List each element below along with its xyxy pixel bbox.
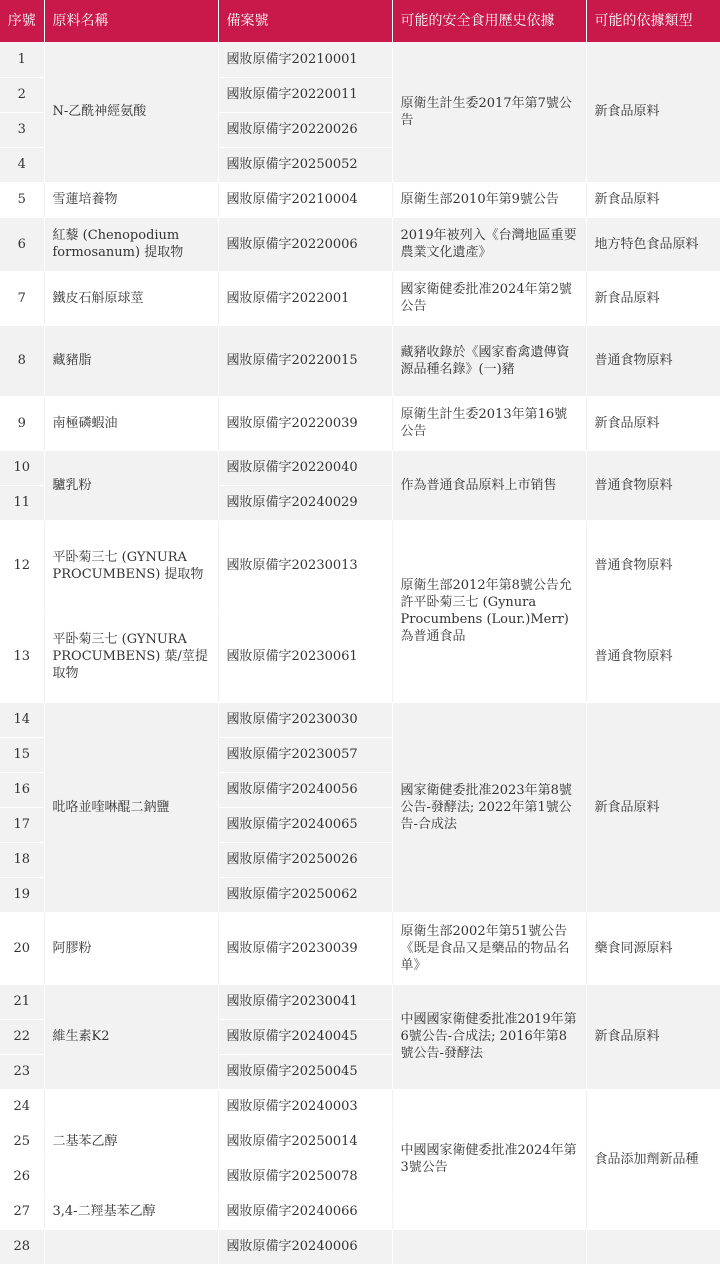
seq-cell: 24 — [0, 1089, 44, 1124]
seq-cell: 15 — [0, 737, 44, 772]
registration-cell: 國妝原備字20230039 — [218, 912, 392, 984]
registration-cell: 國妝原備字20250045 — [218, 1054, 392, 1089]
header-row — [0, 0, 720, 42]
registration-cell: 國妝原備字20230013 — [218, 520, 392, 611]
seq-cell: 5 — [0, 182, 44, 217]
registration-cell: 國妝原備字20220015 — [218, 325, 392, 396]
type-cell — [586, 1229, 720, 1264]
type-cell: 藥食同源原料 — [586, 912, 720, 984]
seq-cell: 25 — [0, 1124, 44, 1159]
registration-cell: 國妝原備字20240045 — [218, 1019, 392, 1054]
name-cell: N-乙酰神經氨酸 — [44, 42, 218, 182]
history-cell: 原衛生計生委2017年第7號公告 — [392, 42, 586, 182]
table-row — [0, 984, 720, 1019]
name-cell: 藏豬脂 — [44, 325, 218, 396]
table-row — [0, 702, 720, 737]
registration-cell: 國妝原備字20220039 — [218, 396, 392, 450]
type-cell: 新食品原料 — [586, 396, 720, 450]
type-cell: 普通食物原料 — [586, 325, 720, 396]
type-cell: 新食品原料 — [586, 984, 720, 1089]
seq-cell: 27 — [0, 1194, 44, 1229]
registration-cell: 國妝原備字20240056 — [218, 772, 392, 807]
registration-cell: 國妝原備字20250062 — [218, 877, 392, 912]
name-cell: 鐵皮石斛原球莖 — [44, 271, 218, 325]
seq-cell: 21 — [0, 984, 44, 1019]
registration-cell: 國妝原備字20210004 — [218, 182, 392, 217]
name-cell — [44, 1229, 218, 1264]
seq-cell: 14 — [0, 702, 44, 737]
table-row — [0, 1089, 720, 1124]
table-row — [0, 182, 720, 217]
registration-cell: 國妝原備字20240003 — [218, 1089, 392, 1124]
history-cell: 國家衛健委批准2023年第8號公告-發酵法; 2022年第1號公告-合成法 — [392, 702, 586, 912]
registration-cell: 國妝原備字20240006 — [218, 1229, 392, 1264]
table-row — [0, 396, 720, 450]
seq-cell: 28 — [0, 1229, 44, 1264]
seq-cell: 3 — [0, 112, 44, 147]
history-cell — [392, 1229, 586, 1264]
history-cell: 作為普通食品原料上市销售 — [392, 450, 586, 520]
seq-cell: 18 — [0, 842, 44, 877]
name-cell: 二基苯乙醇 — [44, 1089, 218, 1194]
header-history: 可能的安全食用歷史依據 — [392, 0, 586, 42]
history-cell: 中國國家衛健委批准2019年第6號公告-合成法; 2016年第8號公告-發酵法 — [392, 984, 586, 1089]
registration-cell: 國妝原備字20230061 — [218, 611, 392, 702]
registration-cell: 國妝原備字20240066 — [218, 1194, 392, 1229]
seq-cell: 12 — [0, 520, 44, 611]
type-cell: 新食品原料 — [586, 702, 720, 912]
history-cell: 中國國家衛健委批准2024年第3號公告 — [392, 1089, 586, 1229]
seq-cell: 26 — [0, 1159, 44, 1194]
seq-cell: 16 — [0, 772, 44, 807]
registration-cell: 國妝原備字20210001 — [218, 42, 392, 77]
name-cell: 吡咯並喹啉醌二鈉鹽 — [44, 702, 218, 912]
table-row — [0, 217, 720, 271]
table-body — [0, 42, 720, 1264]
history-cell: 原衛生部2002年第51號公告《既是食品又是藥品的物品名单》 — [392, 912, 586, 984]
registration-cell: 國妝原備字20220006 — [218, 217, 392, 271]
table-row — [0, 450, 720, 485]
registration-cell: 國妝原備字20250026 — [218, 842, 392, 877]
registration-cell: 國妝原備字20220026 — [218, 112, 392, 147]
name-cell: 驢乳粉 — [44, 450, 218, 520]
registration-cell: 國妝原備字20250078 — [218, 1159, 392, 1194]
seq-cell: 19 — [0, 877, 44, 912]
name-cell: 3,4-二羥基苯乙醇 — [44, 1194, 218, 1229]
type-cell: 新食品原料 — [586, 271, 720, 325]
type-cell: 普通食物原料 — [586, 520, 720, 611]
registration-cell: 國妝原備字2022001 — [218, 271, 392, 325]
seq-cell: 20 — [0, 912, 44, 984]
type-cell: 新食品原料 — [586, 182, 720, 217]
seq-cell: 2 — [0, 77, 44, 112]
seq-cell: 4 — [0, 147, 44, 182]
table-row — [0, 42, 720, 77]
seq-cell: 11 — [0, 485, 44, 520]
registration-cell: 國妝原備字20220040 — [218, 450, 392, 485]
table-row — [0, 520, 720, 611]
name-cell: 阿膠粉 — [44, 912, 218, 984]
registration-cell: 國妝原備字20230041 — [218, 984, 392, 1019]
table-row — [0, 912, 720, 984]
seq-cell: 6 — [0, 217, 44, 271]
registration-cell: 國妝原備字20250014 — [218, 1124, 392, 1159]
header-name: 原料名稱 — [44, 0, 218, 42]
header-seq: 序號 — [0, 0, 44, 42]
type-cell: 普通食物原料 — [586, 611, 720, 702]
name-cell: 平卧菊三七 (GYNURA PROCUMBENS) 提取物 — [44, 520, 218, 611]
type-cell: 地方特色食品原料 — [586, 217, 720, 271]
type-cell: 新食品原料 — [586, 42, 720, 182]
registration-cell: 國妝原備字20240029 — [218, 485, 392, 520]
history-cell: 藏豬收錄於《國家畜禽遺傳資源品種名錄》(一)豬 — [392, 325, 586, 396]
seq-cell: 7 — [0, 271, 44, 325]
name-cell: 南極磷蝦油 — [44, 396, 218, 450]
seq-cell: 23 — [0, 1054, 44, 1089]
history-cell: 原衛生計生委2013年第16號公告 — [392, 396, 586, 450]
seq-cell: 1 — [0, 42, 44, 77]
type-cell: 食品添加劑新品種 — [586, 1089, 720, 1229]
seq-cell: 13 — [0, 611, 44, 702]
seq-cell: 10 — [0, 450, 44, 485]
registration-cell: 國妝原備字20230057 — [218, 737, 392, 772]
table-row — [0, 325, 720, 396]
header-type: 可能的依據類型 — [586, 0, 720, 42]
seq-cell: 9 — [0, 396, 44, 450]
name-cell: 雪蓮培養物 — [44, 182, 218, 217]
seq-cell: 22 — [0, 1019, 44, 1054]
name-cell: 維生素K2 — [44, 984, 218, 1089]
registration-cell: 國妝原備字20220011 — [218, 77, 392, 112]
registration-cell: 國妝原備字20230030 — [218, 702, 392, 737]
header-reg: 備案號 — [218, 0, 392, 42]
type-cell: 普通食物原料 — [586, 450, 720, 520]
seq-cell: 17 — [0, 807, 44, 842]
registration-cell: 國妝原備字20240065 — [218, 807, 392, 842]
history-cell: 國家衛健委批准2024年第2號公告 — [392, 271, 586, 325]
registration-cell: 國妝原備字20250052 — [218, 147, 392, 182]
name-cell: 紅藜 (Chenopodium formosanum) 提取物 — [44, 217, 218, 271]
history-cell: 2019年被列入《台灣地區重要農業文化遺產》 — [392, 217, 586, 271]
name-cell: 平卧菊三七 (GYNURA PROCUMBENS) 葉/莖提取物 — [44, 611, 218, 702]
table-row — [0, 1229, 720, 1264]
table-row — [0, 271, 720, 325]
history-cell: 原衛生部2012年第8號公告允許平卧菊三七 (Gynura Procumbens (Lour.)Merr) 為普通食品 — [392, 520, 586, 702]
history-cell: 原衛生部2010年第9號公告 — [392, 182, 586, 217]
table-row — [0, 611, 720, 702]
seq-cell: 8 — [0, 325, 44, 396]
